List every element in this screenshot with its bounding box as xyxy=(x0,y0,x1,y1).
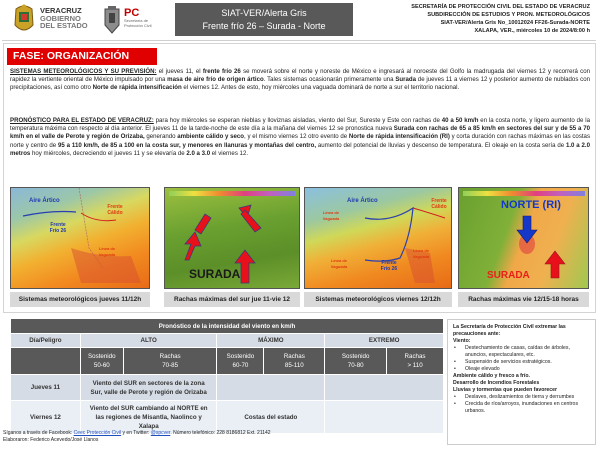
systems-heading: SISTEMAS METEOROLÓGICOS Y SU PREVISIÓN: xyxy=(10,68,157,75)
level-header-alto: ALTO xyxy=(80,334,217,348)
bold-text: masa de aire frío de origen ártico xyxy=(167,76,264,84)
text: el viernes 12. Antes de esto, hoy miércoles una vaguada dominará de norte a sur el territorio nacional. xyxy=(181,84,460,92)
map-caption: Rachas máximas vie 12/15-18 horas xyxy=(458,292,589,307)
range-label: Sostenido xyxy=(88,353,116,360)
maximo-cell: Costas del estado xyxy=(217,401,325,434)
map-synoptic-friday xyxy=(304,187,452,310)
text: se moverá sobre el norte y noreste de México e ingresará al noroeste del Golfo la madrugada del viernes 12 y recorrerá con rapidez la vertiente oriental de México impulsado por una xyxy=(10,68,590,84)
table-range-row xyxy=(11,348,444,375)
map-label: Línea de Vaguada xyxy=(330,258,348,269)
fires-line: Desarrollo de Incendios Forestales xyxy=(453,380,540,386)
map-label: Frente Frío 26 xyxy=(49,222,67,234)
map-caption: Rachas máximas del sur jue 11-vie 12 xyxy=(164,292,300,307)
map-synoptic-thursday xyxy=(10,187,150,310)
map-label: Frente Frío 26 xyxy=(380,260,398,272)
range-value: 50-60 xyxy=(93,362,110,369)
range-value: 60-70 xyxy=(232,362,249,369)
table-level-row xyxy=(11,334,444,348)
day-cell: Jueves 11 xyxy=(11,375,81,401)
phase-banner: FASE: ORGANIZACIÓN xyxy=(7,48,157,65)
pc-logo-sub: Secretaría de xyxy=(124,18,149,23)
pc-logo-sub: Protección Civil xyxy=(124,22,152,28)
proteccion-civil-emblem-icon xyxy=(102,5,122,35)
map-label: Línea de Vaguada xyxy=(412,248,430,259)
map-label: Línea de Vaguada xyxy=(322,210,340,221)
map-label: Línea de Vaguada xyxy=(98,246,116,257)
bold-text: 2.0 a 3.0 xyxy=(186,149,211,157)
alert-subtitle: Frente frío 26 – Surada - Norte xyxy=(202,21,326,31)
bulletin-number: SIAT-VER/Alerta Gris No_10012024 FF26-Surada-NORTE xyxy=(440,20,590,26)
logo-line: GOBIERNO xyxy=(40,13,81,23)
map-label: SURADA xyxy=(487,270,530,281)
precautions-box xyxy=(447,319,596,445)
ambient-line: Ambiente cálido y fresco a frío. xyxy=(453,373,530,379)
list-item: • Suspensión de servicios estratégicos. xyxy=(453,359,591,366)
credits: Elaboraron: Federico Acevedo/José Llanos xyxy=(3,437,99,443)
org-line: SECRETARÍA DE PROTECCIÓN CIVIL DEL ESTADO DE VERACRUZ xyxy=(411,4,590,10)
map-caption: Sistemas meteorológicos jueves 11/12h xyxy=(10,292,150,307)
list-item: • Crecida de ríos/arroyos, inundaciones en centros urbanos. xyxy=(453,401,591,415)
text: el viernes 12. xyxy=(210,149,249,157)
text: generando xyxy=(144,133,178,141)
text: hoy miércoles, decreciendo el jueves 11 y se elevaría de xyxy=(30,149,187,157)
maximo-cell xyxy=(217,375,325,401)
list-item: • Deslaves, deslizamientos de tierra y derrumbes xyxy=(453,394,591,401)
alto-cell: Viento del SUR en sectores de la zona Sur, valle de Perote y región de Orizaba xyxy=(80,375,217,401)
footer xyxy=(3,430,271,444)
range-value: 85-110 xyxy=(284,362,304,369)
text: en la costa norte, y ligero aumento de la temperatura máxima con respecto al día anterior. El jueves 11 de la tarde-noche de este día a la mañana del viernes 12 se pronostica nueva xyxy=(10,117,590,133)
text: aumento del potencial de lluvias y descenso de temperatura. El oleaje en la costa sería de xyxy=(316,141,566,149)
facebook-link[interactable]: Ceec Protección Civil xyxy=(73,430,122,436)
forecast-paragraph xyxy=(10,117,590,158)
text: y corta duración con rachas máximas en las costas norte y centro de xyxy=(10,133,590,149)
map-image xyxy=(458,187,589,289)
organization-info xyxy=(411,3,590,35)
map-gusts-south xyxy=(164,187,300,310)
range-cell xyxy=(387,348,444,375)
bold-text: Norte de rápida intensificación xyxy=(92,84,182,92)
org-line: SUBDIRECCIÓN DE ESTUDIOS Y PRON. METEOROLÓGICOS xyxy=(427,12,590,18)
list-item: • Destechamiento de casas, caídas de árboles, anuncios, espectaculares, etc. xyxy=(453,345,591,359)
range-cell xyxy=(217,348,264,375)
alert-title-box xyxy=(175,3,353,36)
precautions-intro: La Secretaría de Protección Civil extremar las precauciones ante: xyxy=(453,324,566,337)
range-label: Sostenido xyxy=(226,353,255,360)
range-cell xyxy=(264,348,325,375)
text: Síganos a través de Facebook: xyxy=(3,430,74,436)
pc-logo-text xyxy=(124,8,152,28)
bold-text: frente frío 26 xyxy=(202,68,241,75)
range-label: Sostenido xyxy=(341,353,370,360)
map-image xyxy=(304,187,452,289)
wind-heading: Viento: xyxy=(453,338,471,344)
range-label: Rachas xyxy=(283,353,305,360)
table-row xyxy=(11,401,444,434)
text: para hoy miércoles se esperan nieblas y lloviznas aisladas, viento del Sur, Sureste y Este con rachas de xyxy=(153,117,442,124)
contact-line xyxy=(3,430,271,437)
phone-text: . Número telefónico: 228 8186812 Ext. 21142 xyxy=(170,430,271,436)
wind-list xyxy=(453,345,591,373)
table-title: Pronóstico de la intensidad del viento en km/h xyxy=(11,319,444,334)
range-label: Rachas xyxy=(159,353,181,360)
veracruz-logo-text xyxy=(40,7,88,30)
text: . Tales sistemas ocasionarán primeramente una xyxy=(263,76,396,84)
bold-text: Norte de rápida intensificación (RI) xyxy=(348,133,450,141)
bold-text: Surada con rachas de 65 a 85 km/h en sectores del sur y de 55 a 70 km/h en el valle de Perote y región de Orizaba, xyxy=(10,125,590,141)
map-label: Aire Ártico xyxy=(347,198,378,204)
extremo-cell xyxy=(325,375,444,401)
map-label: NORTE (RI) xyxy=(501,199,561,211)
forecast-heading: PRONÓSTICO PARA EL ESTADO DE VERACRUZ: xyxy=(10,117,154,124)
range-value: 70-85 xyxy=(162,362,179,369)
bold-text: 1.0 a 2.0 metros xyxy=(10,141,590,157)
day-cell: Viernes 12 xyxy=(11,401,81,434)
map-label: SURADA xyxy=(189,267,241,281)
rain-heading: Lluvias y tormentas que pueden favorecer xyxy=(453,387,558,393)
bold-text: Surada xyxy=(395,76,416,84)
list-item: • Oleaje elevado xyxy=(453,366,591,373)
range-label: Rachas xyxy=(404,353,426,360)
logo-line: DEL ESTADO xyxy=(40,21,88,30)
table-row xyxy=(11,375,444,401)
range-cell xyxy=(123,348,217,375)
text: el jueves 11, el xyxy=(156,68,203,75)
range-value: 70-80 xyxy=(347,362,364,369)
map-label: Frente Cálido xyxy=(107,204,123,216)
header xyxy=(0,0,600,40)
alert-title: SIAT-VER/Alerta Gris xyxy=(221,8,307,18)
bulletin-date: XALAPA, VER., miércoles 10 de 2024/8:00 h xyxy=(474,28,590,34)
map-label: Frente Cálido xyxy=(431,198,447,210)
twitter-link[interactable]: @spcver xyxy=(150,430,171,436)
text: , y el mismo viernes 12 otro evento de xyxy=(244,133,349,141)
bold-text: ambiente cálido y seco xyxy=(177,133,245,141)
alto-cell: Viento del SUR cambiando al NORTE en las regiones de Misantla, Naolinco y Xalapa xyxy=(80,401,217,434)
bold-text: 95 a 110 km/h, de 85 a 100 en la costa sur, y menores en llanuras y montañas del centro, xyxy=(58,141,317,149)
bold-text: 40 a 50 km/h xyxy=(441,117,479,124)
level-header-extremo: EXTREMO xyxy=(325,334,444,348)
range-cell xyxy=(80,348,123,375)
map-image xyxy=(10,187,150,289)
header-divider xyxy=(2,40,596,41)
rain-list xyxy=(453,394,591,415)
map-label: Aire Ártico xyxy=(29,198,60,204)
map-caption: Sistemas meteorológicos viernes 12/12h xyxy=(304,292,452,307)
systems-paragraph xyxy=(10,68,590,93)
map-image xyxy=(164,187,300,289)
range-cell xyxy=(325,348,387,375)
column-header-day: Día/Peligro xyxy=(11,334,81,348)
text: de jueves 11 a viernes 12 y posterior aumento de nublados con precipitaciones, así como otro xyxy=(10,76,591,92)
empty-cell xyxy=(11,348,81,375)
wind-intensity-table xyxy=(10,318,444,434)
range-value: > 110 xyxy=(407,362,423,369)
text: y en Twitter: xyxy=(121,430,151,436)
level-header-maximo: MÁXIMO xyxy=(217,334,325,348)
pc-logo-title: PC xyxy=(124,7,140,19)
logo-line: VERACRUZ xyxy=(40,6,82,15)
map-gusts-north xyxy=(458,187,589,310)
extremo-cell xyxy=(325,401,444,434)
table-title-row xyxy=(11,319,444,334)
veracruz-coat-of-arms-icon xyxy=(12,3,36,35)
